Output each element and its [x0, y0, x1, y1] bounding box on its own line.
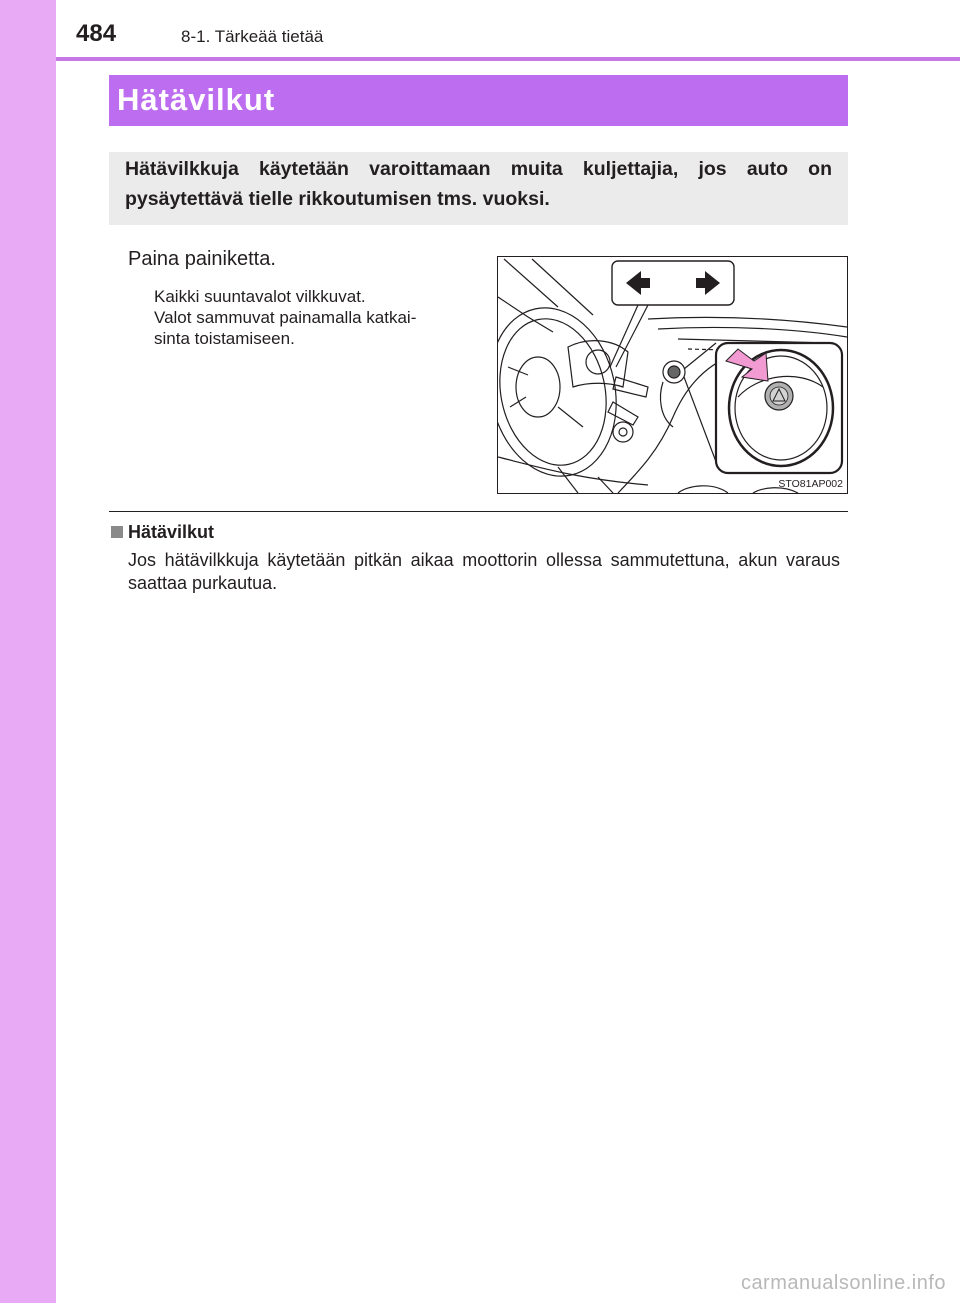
section-title: Hätävilkut: [117, 82, 276, 117]
page-number: 484: [76, 20, 117, 47]
illustration-code: STO81AP002: [778, 478, 843, 490]
intro-text: Hätävilkkuja käytetään varoittamaan muita kuljettajia, jos auto on pysäytettävä tielle rikkoutumisen tms. vuoksi.: [125, 158, 832, 210]
step-instruction: Paina painiketta.: [128, 248, 276, 270]
header-rule: [56, 57, 960, 61]
step-desc-line: sinta toistamiseen.: [154, 329, 295, 348]
dashboard-drawing: [498, 257, 847, 493]
section-divider: [109, 511, 848, 512]
intro-box: [109, 152, 848, 225]
step-desc-line: Valot sammuvat painamalla katkai-: [154, 308, 417, 327]
hazard-switch-illustration: [497, 256, 848, 494]
square-bullet-icon: [111, 526, 123, 538]
note-heading: [111, 522, 214, 543]
step-description: [154, 286, 484, 349]
step-desc-line: Kaikki suuntavalot vilkkuvat.: [154, 287, 366, 306]
side-strip: [0, 0, 56, 1303]
section-title-bar: [109, 75, 848, 126]
steering-wheel-icon: [498, 296, 631, 488]
page-header: [0, 0, 960, 57]
note-heading-text: Hätävilkut: [128, 522, 215, 542]
note-text: Jos hätävilkkuja käytetään pitkän aikaa moottorin ollessa sammutettuna, akun varaus saattaa purkautua.: [128, 550, 840, 593]
watermark: carmanualsonline.info: [740, 1272, 946, 1294]
breadcrumb: 8-1. Tärkeää tietää: [181, 27, 324, 46]
